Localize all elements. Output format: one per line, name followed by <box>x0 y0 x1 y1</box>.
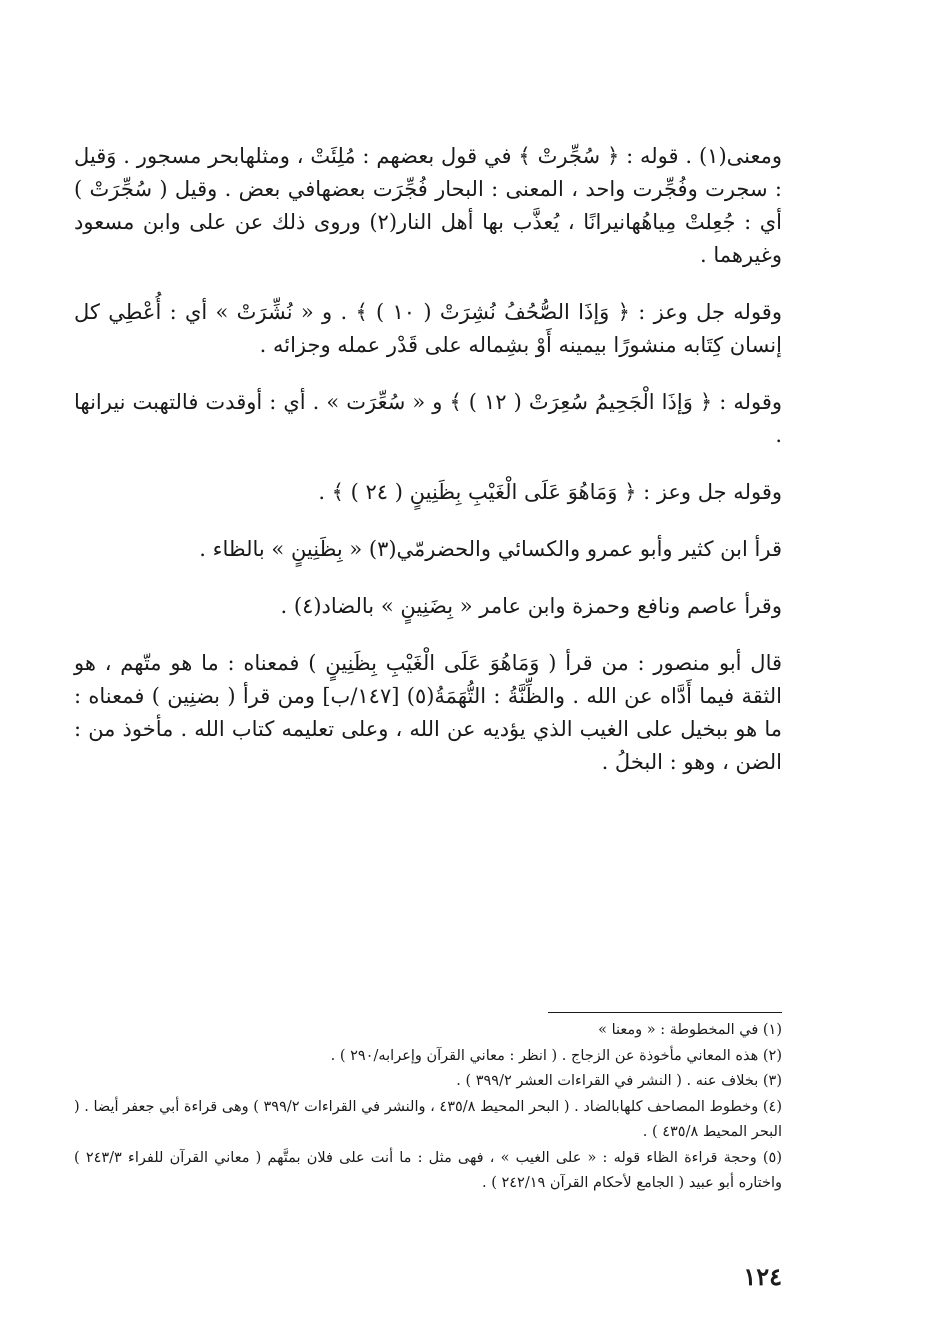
footnote-1: (١) في المخطوطة : « ومعنا » <box>598 1022 782 1038</box>
paragraph-sujjirat: ومعنى(١) . قوله : ﴿ سُجِّرتْ ﴾ في قول بعضهم : مُلِئَتْ ، ومثلهابحر مسجور . وَقيل : سجرت وفُجِّرت واحد ، المعنى : البحار فُجِّرَت بعضهافي بعض . وقيل ( سُجِّرَتْ ) أي : جُعِلتْ مِياهُهانيرانًا ، يُعذَّب بها أهل النار(٢) وروى ذلك عن على وابن مسعود وغيرهما . <box>74 144 782 267</box>
paragraph-suirat: وقوله : ﴿ وَإذَا الْجَحِيمُ سُعِرَتْ ( ١٢ ) ﴾ و « سُعِّرَت » . أي : أوقدت فالتهبت نيرانها . <box>74 390 783 447</box>
footnote-4: (٤) وخطوط المصاحف كلهابالضاد . ( البحر المحيط ٤٣٥/٨ ، والنشر في القراءات ٣٩٩/٢ ) وهى قراءة أبي جعفر أيضا . ( البحر المحيط ٤٣٥/٨ ) . <box>74 1098 783 1140</box>
paragraph-reading-daad: وقرأ عاصم ونافع وحمزة وابن عامر « بِضَنِينٍ » بالضاد(٤) . <box>280 594 782 618</box>
paragraph-nushirat: وقوله جل وعز : ﴿ وَإذَا الصُّحُفُ نُشِرَتْ ( ١٠ ) ﴾ . و « نُشِّرَتْ » أي : أُعْطِي كل إنسان كِتَابه منشورًا بيمينه أَوْ بشِماله على قَدْر عمله وجزائه . <box>74 300 782 357</box>
footnote-2: (٢) هذه المعاني مأخوذة عن الزجاج . ( انظر : معاني القرآن وإعرابه/٢٩٠ ) . <box>330 1047 782 1064</box>
paragraph-abu-mansur: قال أبو منصور : من قرأ ( وَمَاهُوَ عَلَى الْغَيْبِ بِظَنِينٍ ) فمعناه : ما هو متّهم ، هو الثقة فيما أَدَّاه عن الله . والظِّنَّةُ : التُّهَمَةُ(٥) [١٤٧/ب] ومن قرأ ( بضنِين ) فمعناه : ما هو ببخيل على الغيب الذي يؤديه عن الله ، وعلى تعليمه كتاب الله . مأخوذ من : الضن ، وهو : البخلُ . <box>74 651 782 774</box>
footnote-5: (٥) وحجة قراءة الظاء قوله : « على الغيب » ، فهى مثل : ما أنت على فلان بمتَّهم ( معاني القرآن للفراء ٢٤٣/٣ ) واختاره أبو عبيد ( الجامع لأحكام القرآن ٢٤٢/١٩ ) . <box>74 1149 782 1191</box>
paragraph-bizanin-verse: وقوله جل وعز : ﴿ وَمَاهُوَ عَلَى الْغَيْبِ بِظَنِينٍ ( ٢٤ ) ﴾ . <box>318 480 782 504</box>
footnotes <box>74 1018 782 1197</box>
footnote-divider <box>548 1012 782 1013</box>
main-text <box>74 140 782 779</box>
page-number: ١٢٤ <box>743 1262 782 1291</box>
paragraph-reading-zaa: قرأ ابن كثير وأبو عمرو والكسائي والحضرمّي(٣) « بِظَنِينٍ » بالظاء . <box>199 537 782 561</box>
footnote-3: (٣) بخلاف عنه . ( النشر في القراءات العشر ٣٩٩/٢ ) . <box>456 1073 782 1089</box>
